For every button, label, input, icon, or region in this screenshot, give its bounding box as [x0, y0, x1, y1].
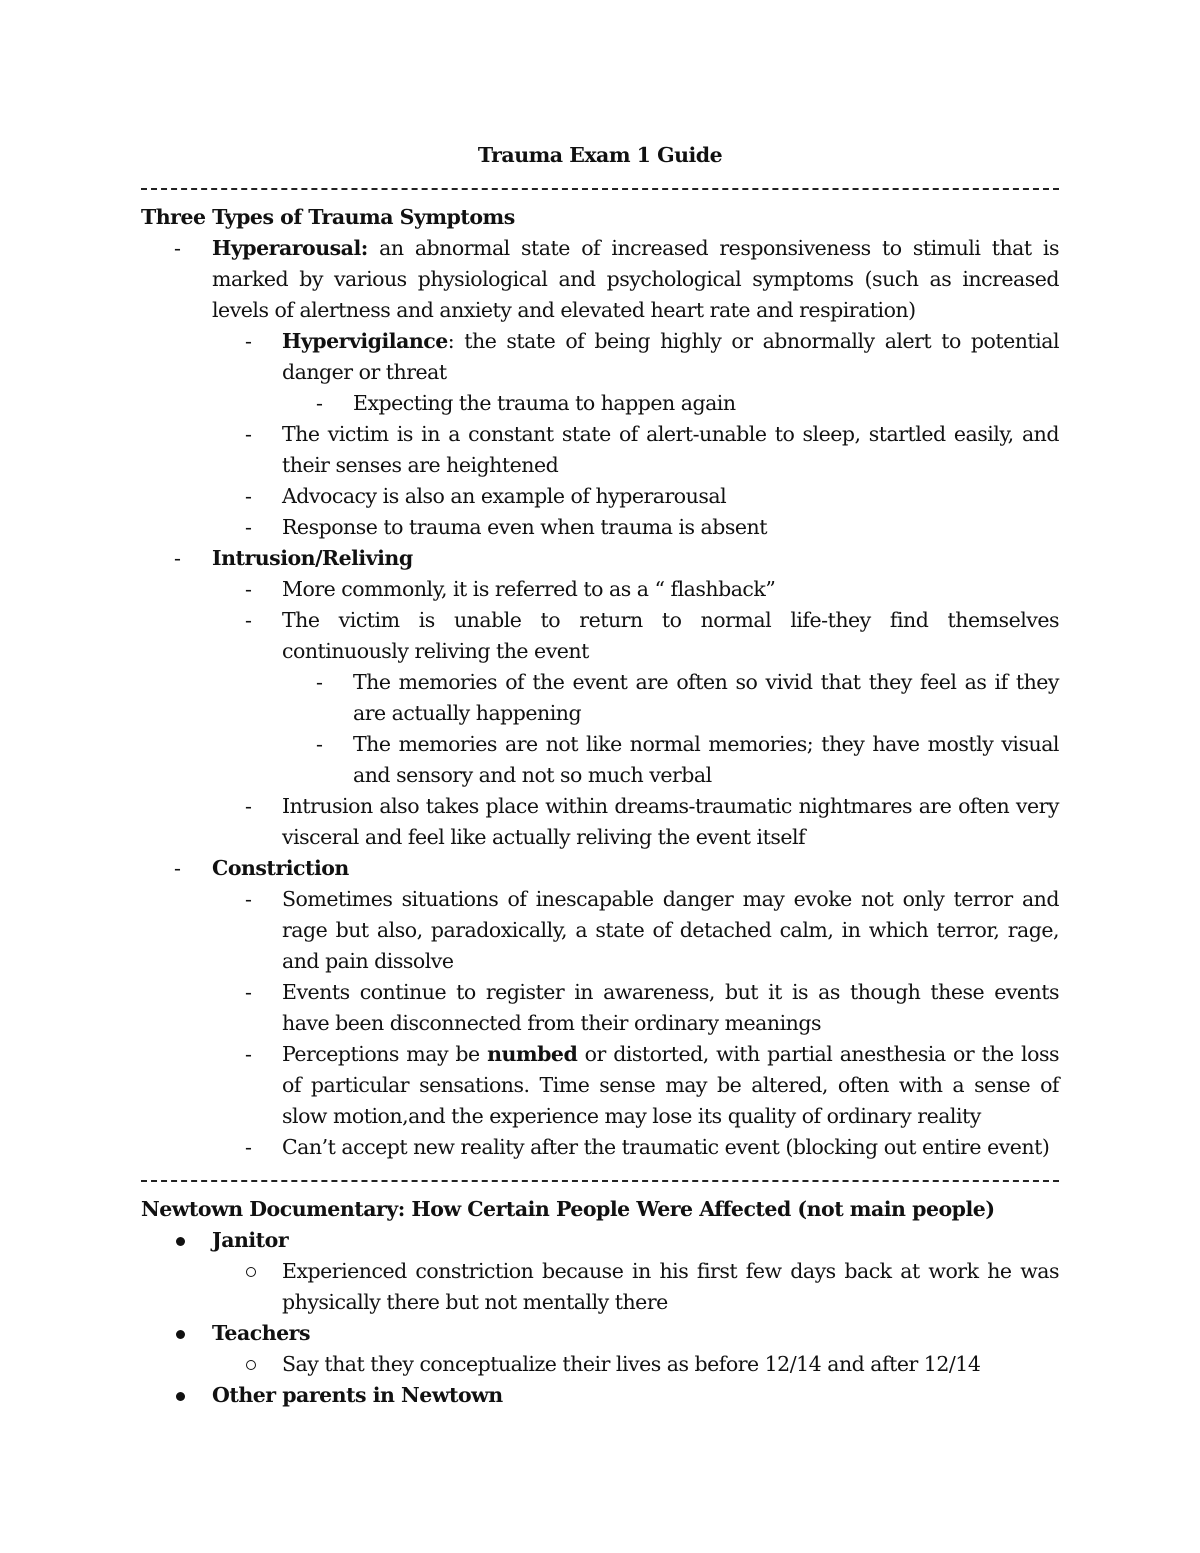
dash-marker: - — [316, 391, 323, 415]
list-item-text: Sometimes situations of inescapable danger may evoke not only terror and rage but also, paradoxically, a state of detached calm, in which terror, rage, and pain dissolve — [282, 887, 1059, 973]
term-hyperarousal: Hyperarousal: — [212, 236, 368, 260]
list-item — [141, 1039, 1059, 1132]
dash-marker: - — [174, 856, 181, 880]
list-item — [141, 977, 1059, 1039]
list-item — [141, 574, 1059, 605]
list-item-janitor — [141, 1225, 1059, 1256]
list-item-text: Experienced constriction because in his first few days back at work he was physically there but not mentally there — [282, 1259, 1059, 1314]
list-item — [141, 512, 1059, 543]
list-item-text: More commonly, it is referred to as a “ flashback” — [282, 577, 776, 601]
list-item-text: Response to trauma even when trauma is absent — [282, 515, 767, 539]
term-other-parents: Other parents in Newtown — [212, 1383, 503, 1407]
list-item-hypervigilance — [141, 326, 1059, 388]
term-teachers: Teachers — [212, 1321, 310, 1345]
dash-marker: - — [245, 515, 252, 539]
list-item-text: Intrusion also takes place within dreams-traumatic nightmares are often very visceral and feel like actually reliving the event itself — [282, 794, 1059, 849]
dash-marker: - — [316, 732, 323, 756]
dash-marker: - — [245, 422, 252, 446]
dash-marker: - — [174, 236, 181, 260]
bullet-dot-icon — [176, 1330, 185, 1339]
document-body — [141, 140, 1059, 1411]
list-item-hyperarousal — [141, 233, 1059, 326]
term-hypervigilance: Hypervigilance — [282, 329, 448, 353]
list-item — [141, 419, 1059, 481]
list-item-text: Say that they conceptualize their lives as before 12/14 and after 12/14 — [282, 1352, 981, 1376]
term-intrusion: Intrusion/Reliving — [212, 546, 413, 570]
list-item-text: Events continue to register in awareness, but it is as though these events have been disconnected from their ordinary meanings — [282, 980, 1059, 1035]
list-item-text: or distorted, with partial anesthesia or the loss of particular sensations. Time sense may be altered, often with a sense of slow motion,and the experience may lose its quality of ordinary reality — [282, 1042, 1059, 1128]
term-constriction: Constriction — [212, 856, 349, 880]
page-title: Trauma Exam 1 Guide — [477, 143, 723, 167]
list-item — [141, 791, 1059, 853]
list-item — [141, 667, 1059, 729]
dash-marker: - — [245, 329, 252, 353]
bullet-circle-icon — [246, 1267, 256, 1277]
list-item-text: The victim is in a constant state of alert-unable to sleep, startled easily, and their senses are heightened — [282, 422, 1059, 477]
list-item-text: The memories of the event are often so vivid that they feel as if they are actually happening — [353, 670, 1059, 725]
dash-marker: - — [245, 1042, 252, 1066]
list-item — [141, 1349, 1059, 1380]
list-item-teachers — [141, 1318, 1059, 1349]
list-item — [141, 884, 1059, 977]
list-item — [141, 1256, 1059, 1318]
list-item-text: Can’t accept new reality after the traumatic event (blocking out entire event) — [282, 1135, 1050, 1159]
dash-marker: - — [245, 608, 252, 632]
dash-marker: - — [245, 980, 252, 1004]
list-item-other-parents — [141, 1380, 1059, 1411]
list-item-intrusion — [141, 543, 1059, 574]
dash-marker: - — [245, 794, 252, 818]
list-item-text: Expecting the trauma to happen again — [353, 391, 736, 415]
dashed-divider — [141, 1163, 1059, 1194]
dashed-divider — [141, 171, 1059, 202]
dash-marker: - — [245, 577, 252, 601]
list-item — [141, 729, 1059, 791]
section-heading-newtown: Newtown Documentary: How Certain People Were Affected (not main people) — [141, 1197, 995, 1221]
bullet-dot-icon — [176, 1237, 185, 1246]
dash-marker: - — [245, 484, 252, 508]
list-item-text: Perceptions may be — [282, 1042, 488, 1066]
definition-hyperarousal: an abnormal state of increased responsiveness to stimuli that is marked by various physiological and psychological symptoms (such as increased levels of alertness and anxiety and elevated heart rate and respiration) — [212, 236, 1059, 322]
list-item — [141, 388, 1059, 419]
list-item-text: The victim is unable to return to normal life-they find themselves continuously reliving the event — [282, 608, 1059, 663]
section-heading-trauma-symptoms: Three Types of Trauma Symptoms — [141, 205, 515, 229]
list-item — [141, 481, 1059, 512]
dash-marker: - — [245, 1135, 252, 1159]
term-janitor: Janitor — [212, 1228, 289, 1252]
dash-marker: - — [245, 887, 252, 911]
definition-hypervigilance: : the state of being highly or abnormally alert to potential danger or threat — [282, 329, 1059, 384]
dash-marker: - — [316, 670, 323, 694]
bullet-circle-icon — [246, 1360, 256, 1370]
list-item — [141, 1132, 1059, 1163]
list-item-text: The memories are not like normal memories; they have mostly visual and sensory and not so much verbal — [353, 732, 1059, 787]
term-numbed: numbed — [487, 1042, 578, 1066]
list-item-constriction — [141, 853, 1059, 884]
list-item-text: Advocacy is also an example of hyperarousal — [282, 484, 727, 508]
list-item — [141, 605, 1059, 667]
dash-marker: - — [174, 546, 181, 570]
bullet-dot-icon — [176, 1392, 185, 1401]
